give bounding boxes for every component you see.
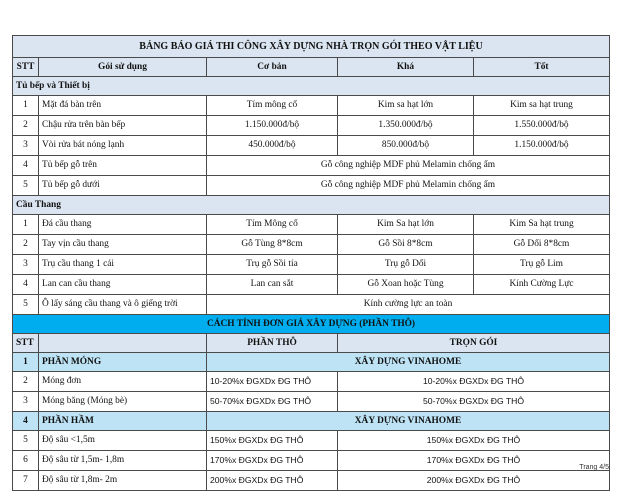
- header-stt: STT: [13, 58, 39, 77]
- table-row: [13, 451, 610, 471]
- row-good: Kim sa hạt lớn: [338, 96, 474, 116]
- row-rough: 50-70%x ĐGXDx ĐG THÔ: [207, 392, 338, 412]
- table-row: [13, 116, 610, 136]
- section-title: Tủ bếp và Thiết bị: [13, 77, 610, 96]
- row-basic: Gỗ Tùng 8*8cm: [207, 235, 338, 255]
- table-row: [13, 136, 610, 156]
- table-row: [13, 295, 610, 315]
- row-name: Tay vịn cầu thang: [39, 235, 207, 255]
- header-package: Gói sử dụng: [39, 58, 207, 77]
- row-best: 1.550.000đ/bộ: [474, 116, 610, 136]
- table-row: [13, 392, 610, 412]
- row-rough: 200%x ĐGXDx ĐG THÔ: [207, 471, 338, 491]
- row-name: Móng đơn: [39, 372, 207, 392]
- table-row: [13, 176, 610, 196]
- row-best: Kính Cường Lực: [474, 275, 610, 295]
- table-row: [13, 372, 610, 392]
- row-no: 2: [13, 372, 39, 392]
- row-no: 3: [13, 392, 39, 412]
- price-table: [12, 35, 610, 491]
- row-basic: Tím Mông cổ: [207, 215, 338, 235]
- row-basic: Trụ gỗ Sồi tía: [207, 255, 338, 275]
- row-good: Gỗ Xoan hoặc Tùng: [338, 275, 474, 295]
- row-no: 4: [13, 275, 39, 295]
- table-row: [13, 255, 610, 275]
- row-full: 170%x ĐGXDx ĐG THÔ: [338, 451, 610, 471]
- row-no: 5: [13, 295, 39, 315]
- row-good: 1.350.000đ/bộ: [338, 116, 474, 136]
- row-full: 50-70%x ĐGXDx ĐG THÔ: [338, 392, 610, 412]
- row-rough: 170%x ĐGXDx ĐG THÔ: [207, 451, 338, 471]
- header-best: Tốt: [474, 58, 610, 77]
- row-no: 7: [13, 471, 39, 491]
- row-no: 3: [13, 255, 39, 275]
- table-row: [13, 235, 610, 255]
- group-title: PHẦN MÓNG: [39, 353, 207, 372]
- table-row: [13, 215, 610, 235]
- table-row: [13, 431, 610, 451]
- section-stairs: [13, 196, 610, 215]
- row-no: 2: [13, 116, 39, 136]
- group-foundation: [13, 353, 610, 372]
- row-good: 850.000đ/bộ: [338, 136, 474, 156]
- row-good: Trụ gỗ Dổi: [338, 255, 474, 275]
- group-label: XÂY DỰNG VINAHOME: [207, 412, 610, 431]
- row-rough: 10-20%x ĐGXDx ĐG THÔ: [207, 372, 338, 392]
- header-basic: Cơ bản: [207, 58, 338, 77]
- row-name: Trụ cầu thang 1 cái: [39, 255, 207, 275]
- table-title: BẢNG BÁO GIÁ THI CÔNG XÂY DỰNG NHÀ TRỌN GÓI THEO VẬT LIỆU: [13, 36, 610, 58]
- row-basic: Lan can sắt: [207, 275, 338, 295]
- row-name: Độ sâu từ 1,8m- 2m: [39, 471, 207, 491]
- row-no: 3: [13, 136, 39, 156]
- row-no: 5: [13, 176, 39, 196]
- row-no: 2: [13, 235, 39, 255]
- row-name: Đá cầu thang: [39, 215, 207, 235]
- section-title: Cầu Thang: [13, 196, 610, 215]
- row-good: Kim Sa hạt lớn: [338, 215, 474, 235]
- section-kitchen: [13, 77, 610, 96]
- row-name: Độ sâu <1,5m: [39, 431, 207, 451]
- calc-header-full: TRỌN GÓI: [338, 334, 610, 353]
- row-name: Ô lấy sáng cầu thang và ô giếng trời: [39, 295, 207, 315]
- row-no: 1: [13, 96, 39, 116]
- row-basic: Tím mông cổ: [207, 96, 338, 116]
- row-best: Kim sa hạt trung: [474, 96, 610, 116]
- table-title-row: [13, 36, 610, 58]
- table-row: [13, 471, 610, 491]
- row-no: 5: [13, 431, 39, 451]
- row-no: 4: [13, 156, 39, 176]
- row-basic: 1.150.000đ/bộ: [207, 116, 338, 136]
- row-merged-value: Kính cường lực an toàn: [207, 295, 610, 315]
- calc-header-row: [13, 334, 610, 353]
- row-full: 10-20%x ĐGXDx ĐG THÔ: [338, 372, 610, 392]
- table-row: [13, 96, 610, 116]
- page-number: Trang 4/5: [579, 464, 609, 471]
- group-basement: [13, 412, 610, 431]
- row-name: Mặt đá bàn trên: [39, 96, 207, 116]
- row-name: Lan can cầu thang: [39, 275, 207, 295]
- table-row: [13, 275, 610, 295]
- calc-header-stt: STT: [13, 334, 39, 353]
- calc-title-row: [13, 315, 610, 334]
- calc-title: CÁCH TÍNH ĐƠN GIÁ XÂY DỰNG (PHẦN THÔ): [13, 315, 610, 334]
- row-full: 150%x ĐGXDx ĐG THÔ: [338, 431, 610, 451]
- row-name: Chậu rửa trên bàn bếp: [39, 116, 207, 136]
- row-merged-value: Gỗ công nghiệp MDF phủ Melamin chống ẩm: [207, 176, 610, 196]
- table-row: [13, 156, 610, 176]
- row-rough: 150%x ĐGXDx ĐG THÔ: [207, 431, 338, 451]
- header-good: Khá: [338, 58, 474, 77]
- row-best: Gỗ Dổi 8*8cm: [474, 235, 610, 255]
- row-no: 1: [13, 215, 39, 235]
- group-label: XÂY DỰNG VINAHOME: [207, 353, 610, 372]
- row-name: Độ sâu từ 1,5m- 1,8m: [39, 451, 207, 471]
- row-good: Gỗ Sồi 8*8cm: [338, 235, 474, 255]
- row-best: Kim Sa hạt trung: [474, 215, 610, 235]
- row-name: Móng băng (Móng bè): [39, 392, 207, 412]
- header-row: [13, 58, 610, 77]
- row-name: Tủ bếp gỗ dưới: [39, 176, 207, 196]
- row-full: 200%x ĐGXDx ĐG THÔ: [338, 471, 610, 491]
- group-title: PHẦN HẦM: [39, 412, 207, 431]
- row-no: 6: [13, 451, 39, 471]
- row-merged-value: Gỗ công nghiệp MDF phủ Melamin chống ẩm: [207, 156, 610, 176]
- row-best: Trụ gỗ Lim: [474, 255, 610, 275]
- row-name: Vòi rửa bát nóng lạnh: [39, 136, 207, 156]
- calc-header-blank: [39, 334, 207, 353]
- calc-header-rough: PHẦN THÔ: [207, 334, 338, 353]
- row-best: 1.150.000đ/bộ: [474, 136, 610, 156]
- group-no: 4: [13, 412, 39, 431]
- row-basic: 450.000đ/bộ: [207, 136, 338, 156]
- row-name: Tủ bếp gỗ trên: [39, 156, 207, 176]
- group-no: 1: [13, 353, 39, 372]
